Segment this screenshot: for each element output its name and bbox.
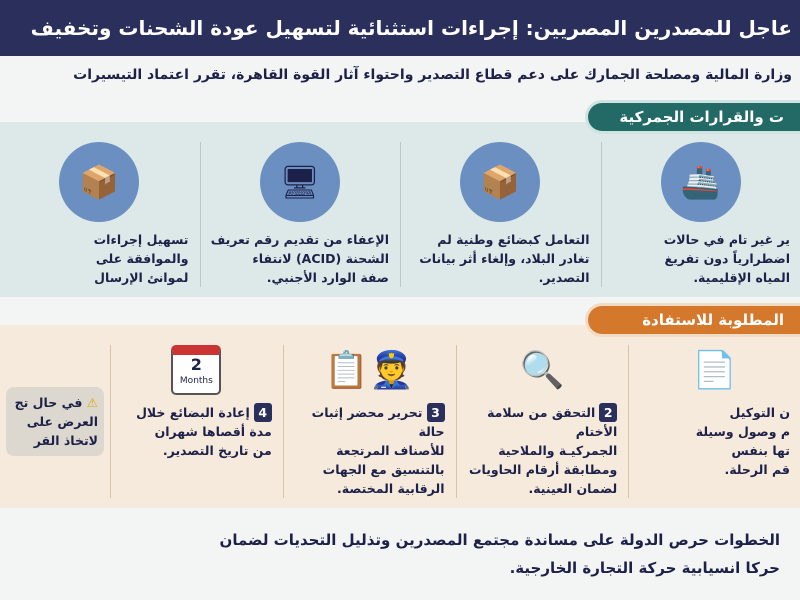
container-return-icon: 📦 [59,142,139,222]
computer-document-reject-icon: 🖥 [260,142,340,222]
section-title-requirements: المطلوبة للاستفادة [585,303,800,337]
subtitle: وزارة المالية ومصلحة الجمارك على دعم قطاع التصدير واحتواء آثار القوة القاهرة، تقرر اعتماد التيسيرات [73,67,792,83]
requirement-card [628,345,800,498]
warning-note: ⚠ في حال تج العرض على لاتخاذ القر [6,387,104,456]
header-bar [0,0,800,56]
requirement-card [283,345,456,498]
requirements-panel [0,325,800,508]
magnifier-check-icon: 🔍 [519,350,565,391]
card-text: التعامل كبضائع وطنية لم تغادر البلاد، وإلغاء أثر بيانات التصدير. [419,232,590,285]
document-icon: 📄 [692,350,738,391]
footer-text: الخطوات حرص الدولة على مساندة مجتمع المصدرين وتذليل التحديات لضمان حركا انسيابية حركة التجارة الخارجية. [219,531,780,577]
card-text: الإعفاء من تقديم رقم تعريف الشحنة (ACID) لانتفاء صفة الوارد الأجنبي. [210,232,389,285]
egypt-flag-boxes-icon: 📦 [460,142,540,222]
page-title: عاجل للمصدرين المصريين: إجراءات استثنائية لتسهيل عودة الشحنات وتخفيف [30,16,792,40]
calendar-icon: 2 Months [171,345,221,395]
decision-card [601,142,800,287]
card-text: تسهيل إجراءات والموافقة على لموانئ الإرسال [93,232,189,285]
card-text: ير غير تام في حالات اضطرارياً دون تفريغ المياه الإقليمية. [663,232,790,285]
decision-card [0,142,200,287]
warning-icon: ⚠ [86,395,98,410]
ship-icon: 🚢 [661,142,741,222]
decision-card [200,142,401,287]
decision-card [400,142,601,287]
officer-report-icon: 👮📋 [324,350,414,391]
card-text: ن التوكيل م وصول وسيلة تها بنفس قم الرحلة. [695,405,790,477]
section-title-customs: ت والقرارات الجمركية [585,100,800,134]
requirement-card [110,345,283,498]
card-text: 2التحقق من سلامة الأختام الجمركيـة والملاحية ومطابقة أرقام الحاويات لضمان العينية. [468,405,618,496]
customs-decisions-panel [0,122,800,297]
requirement-card [456,345,629,498]
card-text: 3تحرير محضر إثبات حالة للأصناف المرتجعة بالتنسيق مع الجهات الرقابية المختصة. [311,405,445,496]
card-text: 4إعادة البضائع خلال مدة أقصاها شهران من تاريخ التصدير. [136,405,272,458]
